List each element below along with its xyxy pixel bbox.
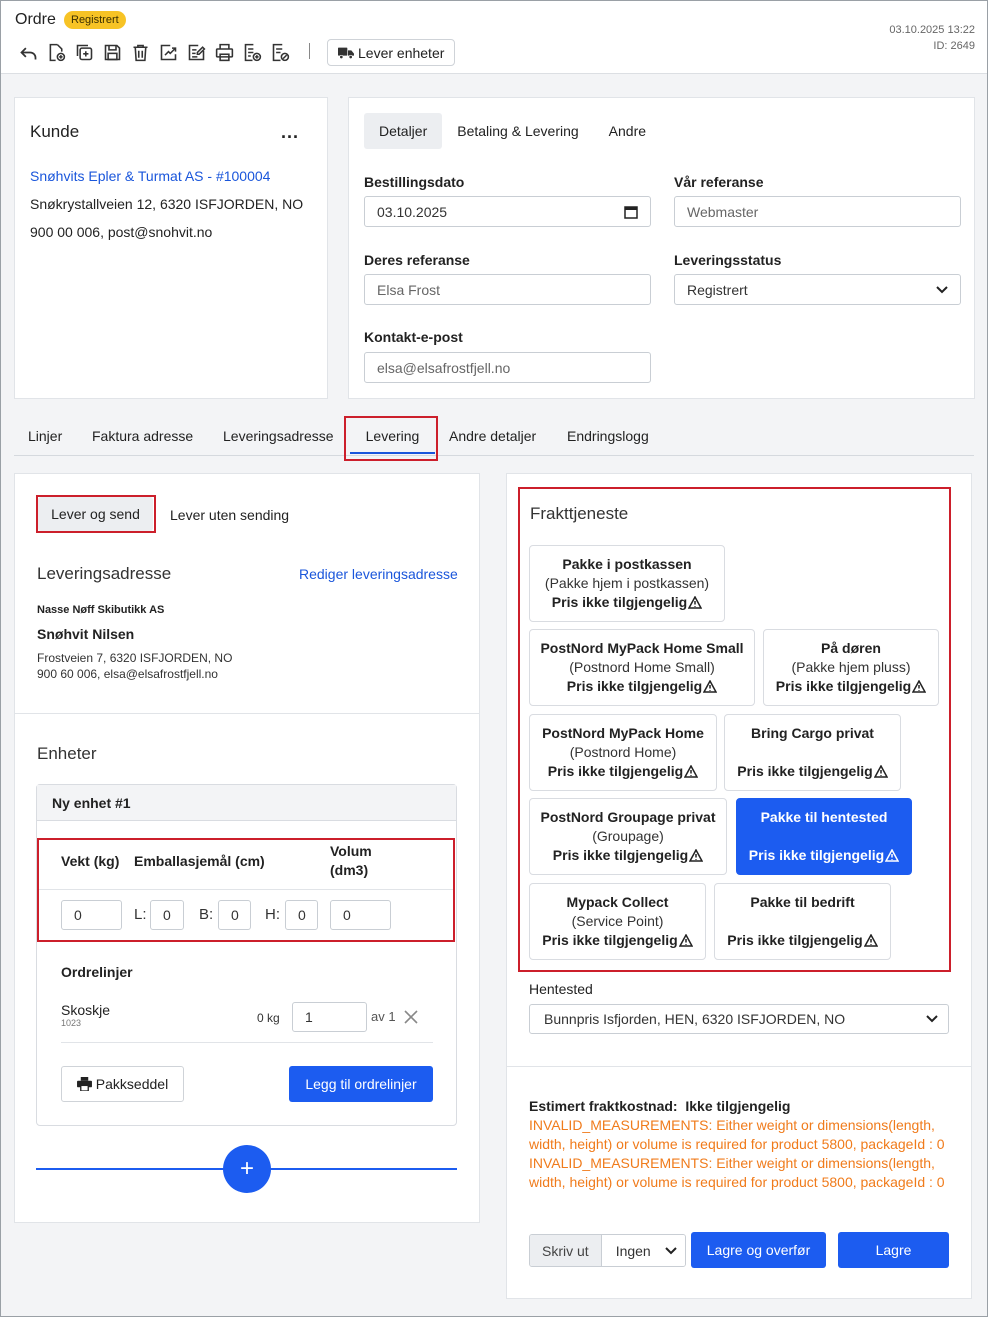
our-ref-value: Webmaster xyxy=(687,203,759,220)
tab-levering[interactable]: Levering xyxy=(350,416,435,456)
save-button[interactable]: Lagre xyxy=(838,1232,949,1268)
service-price: Pris ikke tilgjengelig xyxy=(547,763,684,779)
service-price: Pris ikke tilgjengelig xyxy=(775,678,912,694)
weight-input[interactable]: 0 xyxy=(61,900,122,930)
volume-header xyxy=(330,842,372,880)
orderline-of-qty: av 1 xyxy=(371,1009,396,1024)
service-name: PostNord MyPack Home Small xyxy=(540,640,744,656)
service-name: Pakke til bedrift xyxy=(750,894,855,910)
deliver-and-send-button[interactable]: Lever og send xyxy=(38,497,153,531)
service-sub xyxy=(715,912,890,931)
warning-icon xyxy=(684,765,698,778)
customer-title: Kunde xyxy=(30,122,80,141)
width-label: B: xyxy=(199,906,214,923)
service-price: Pris ikke tilgjengelig xyxy=(551,594,688,610)
delivery-status-value: Registrert xyxy=(687,281,748,298)
their-ref-label: Deres referanse xyxy=(364,252,470,268)
edit-delivery-address-link[interactable]: Rediger leveringsadresse xyxy=(299,566,458,582)
service-sub: (Pakke hjem pluss) xyxy=(791,659,911,675)
service-card[interactable] xyxy=(529,798,727,875)
add-orderlines-button[interactable]: Legg til ordrelinjer xyxy=(289,1066,433,1102)
undo-icon[interactable] xyxy=(17,41,40,64)
error-message: INVALID_MEASUREMENTS: Either weight or dimensions(length, width, height) or volume is required for product 5800, packageId : 0 INVALID_MEASUREMENTS: Either weight or dimensions(length, width, height) or volume is required for product 5800, packageId : 0 xyxy=(529,1117,945,1190)
service-sub xyxy=(737,827,911,846)
their-ref-value: Elsa Frost xyxy=(377,281,441,298)
service-sub: (Groupage) xyxy=(592,828,664,844)
service-price: Pris ikke tilgjengelig xyxy=(727,932,863,948)
service-name: Pakke i postkassen xyxy=(562,556,692,572)
service-name: På døren xyxy=(821,640,881,656)
orderline-divider xyxy=(61,1042,433,1043)
delivery-status-select[interactable] xyxy=(674,274,961,305)
customer-card xyxy=(14,97,328,399)
service-price: Pris ikke tilgjengelig xyxy=(542,932,678,948)
our-ref-label: Vår referanse xyxy=(674,174,764,190)
our-ref-field[interactable] xyxy=(674,196,961,227)
tab-andre[interactable]: Andre xyxy=(608,123,647,139)
warning-icon xyxy=(874,765,888,778)
their-ref-field[interactable] xyxy=(364,274,651,305)
service-name: Pakke til hentested xyxy=(760,809,888,825)
customer-address: Snøkrystallveien 12, 6320 ISFJORDEN, NO xyxy=(30,196,304,212)
service-card[interactable] xyxy=(714,883,891,960)
volume-header-line1: Volum xyxy=(330,843,372,859)
tab-linjer[interactable]: Linjer xyxy=(28,428,63,444)
detail-tabs xyxy=(364,113,661,149)
contact-email-field[interactable] xyxy=(364,352,651,383)
service-price: Pris ikke tilgjengelig xyxy=(737,763,873,779)
chevron-down-icon xyxy=(936,286,948,294)
tab-detaljer[interactable]: Detaljer xyxy=(364,113,442,149)
section-divider xyxy=(15,713,479,714)
order-date-value: 03.10.2025 xyxy=(377,203,448,220)
service-price: Pris ikke tilgjengelig xyxy=(552,847,689,863)
pickup-select[interactable] xyxy=(529,1004,949,1034)
contact-email-label: Kontakt-e-post xyxy=(364,329,463,345)
service-name: PostNord MyPack Home xyxy=(542,725,704,741)
service-card[interactable] xyxy=(724,714,901,791)
tab-endringslogg[interactable]: Endringslogg xyxy=(567,428,649,444)
service-sub: (Postnord Home) xyxy=(569,744,677,760)
new-document-icon[interactable] xyxy=(45,41,68,64)
orderline-name: Skoskje xyxy=(61,1002,111,1018)
tab-leveringsadresse[interactable]: Leveringsadresse xyxy=(223,428,334,444)
order-datetime: 03.10.2025 13:22 xyxy=(889,24,975,36)
customer-contact: 900 00 006, post@snohvit.no xyxy=(30,224,213,240)
shipping-title: Frakttjeneste xyxy=(530,504,629,523)
toolbar-separator xyxy=(309,43,310,59)
warning-icon xyxy=(703,680,717,693)
delivery-company: Nasse Nøff Skibutikk AS xyxy=(37,604,165,616)
delete-icon[interactable] xyxy=(129,41,152,64)
print-label: Skriv ut xyxy=(530,1235,602,1266)
print-icon[interactable] xyxy=(213,41,236,64)
status-badge: Registrert xyxy=(64,11,126,29)
orderline-qty-input[interactable]: 1 xyxy=(292,1002,367,1032)
toolbar xyxy=(17,41,292,64)
service-sub: (Service Point) xyxy=(571,913,664,929)
weight-header: Vekt (kg) xyxy=(61,853,120,869)
estimate-value: Ikke tilgjengelig xyxy=(685,1098,791,1114)
service-card[interactable] xyxy=(529,714,717,791)
page-title: Ordre xyxy=(15,11,56,28)
print-select[interactable] xyxy=(602,1235,685,1266)
contact-email-value: elsa@elsafrostfjell.no xyxy=(377,359,511,376)
deliver-units-button[interactable] xyxy=(327,39,455,66)
duplicate-icon[interactable] xyxy=(73,41,96,64)
details-card xyxy=(348,97,975,399)
warning-icon xyxy=(679,934,693,947)
width-input[interactable]: 0 xyxy=(218,900,251,930)
save-icon[interactable] xyxy=(101,41,124,64)
volume-input[interactable]: 0 xyxy=(330,900,391,930)
add-unit-button[interactable]: + xyxy=(223,1145,271,1193)
print-value: Ingen xyxy=(615,1242,651,1259)
packing-slip-label: Pakkseddel xyxy=(95,1076,169,1092)
customer-link[interactable]: Snøhvits Epler & Turmat AS - #100004 xyxy=(30,168,271,184)
warning-icon xyxy=(864,934,878,947)
service-card[interactable] xyxy=(529,883,706,960)
service-card[interactable] xyxy=(529,629,755,706)
remove-line-icon[interactable] xyxy=(403,1009,419,1025)
top-bar xyxy=(1,1,987,74)
orderline-weight: 0 kg xyxy=(257,1011,280,1025)
service-price: Pris ikke tilgjengelig xyxy=(748,847,885,863)
service-sub: (Pakke hjem i postkassen) xyxy=(544,575,710,591)
order-date-label: Bestillingsdato xyxy=(364,174,465,190)
service-card[interactable] xyxy=(763,629,939,706)
order-date-field[interactable] xyxy=(364,196,651,227)
service-card[interactable] xyxy=(529,545,725,622)
more-menu-icon[interactable]: ... xyxy=(281,122,300,142)
warning-icon xyxy=(688,596,702,609)
delivery-person: Snøhvit Nilsen xyxy=(37,626,135,642)
service-price: Pris ikke tilgjengelig xyxy=(566,678,703,694)
service-sub xyxy=(725,743,900,762)
warning-icon xyxy=(689,849,703,862)
chevron-down-icon xyxy=(926,1015,938,1023)
deliver-without-sending-button[interactable]: Lever uten sending xyxy=(170,507,290,523)
save-and-transfer-button[interactable]: Lagre og overfør xyxy=(691,1232,826,1268)
order-id: ID: 2649 xyxy=(933,40,975,52)
packing-slip-button[interactable] xyxy=(61,1066,184,1102)
length-input[interactable]: 0 xyxy=(150,900,184,930)
service-card-selected[interactable] xyxy=(736,798,912,875)
print-group xyxy=(529,1234,686,1267)
chevron-down-icon xyxy=(665,1247,677,1255)
truck-icon xyxy=(338,46,354,60)
service-sub: (Postnord Home Small) xyxy=(569,659,715,675)
settings-doc-icon[interactable] xyxy=(269,41,292,64)
height-input[interactable]: 0 xyxy=(285,900,318,930)
unit-title: Ny enhet #1 xyxy=(37,785,456,821)
warning-icon xyxy=(912,680,926,693)
delivery-contact-line: 900 60 006, elsa@elsafrostfjell.no xyxy=(37,667,218,681)
tab-betaling-levering[interactable]: Betaling & Levering xyxy=(457,123,579,139)
unit-header-divider xyxy=(38,889,455,890)
pickup-label: Hentested xyxy=(529,981,593,997)
estimate-label: Estimert fraktkostnad: xyxy=(529,1098,678,1114)
order-meta xyxy=(889,22,975,54)
units-title: Enheter xyxy=(37,744,97,763)
delivery-address-title: Leveringsadresse xyxy=(37,564,172,583)
delivery-status-label: Leveringsstatus xyxy=(674,252,782,268)
service-name: Bring Cargo privat xyxy=(751,725,874,741)
print-icon xyxy=(77,1077,92,1091)
edit-icon[interactable] xyxy=(185,41,208,64)
orderlines-title: Ordrelinjer xyxy=(61,964,133,980)
tab-andre-detaljer[interactable]: Andre detaljer xyxy=(449,428,537,444)
deliver-units-label: Lever enheter xyxy=(358,44,445,61)
calendar-icon[interactable] xyxy=(624,205,638,219)
orderline-sku: 1023 xyxy=(61,1018,82,1028)
service-name: Mypack Collect xyxy=(566,894,669,910)
main-tabs xyxy=(14,416,974,456)
service-name: PostNord Groupage privat xyxy=(540,809,716,825)
estimate-row xyxy=(529,1098,790,1114)
package-dims-header: Emballasjemål (cm) xyxy=(134,853,265,869)
warning-icon xyxy=(885,849,899,862)
export-icon[interactable] xyxy=(157,41,180,64)
pickup-value: Bunnpris Isfjorden, HEN, 6320 ISFJORDEN, NO xyxy=(544,1011,846,1027)
tab-faktura-adresse[interactable]: Faktura adresse xyxy=(92,428,194,444)
volume-header-line2: (dm3) xyxy=(330,862,369,878)
length-label: L: xyxy=(134,906,147,923)
invoice-icon[interactable] xyxy=(241,41,264,64)
section-divider xyxy=(507,1066,971,1067)
height-label: H: xyxy=(265,906,280,923)
delivery-address-line: Frostveien 7, 6320 ISFJORDEN, NO xyxy=(37,651,233,665)
